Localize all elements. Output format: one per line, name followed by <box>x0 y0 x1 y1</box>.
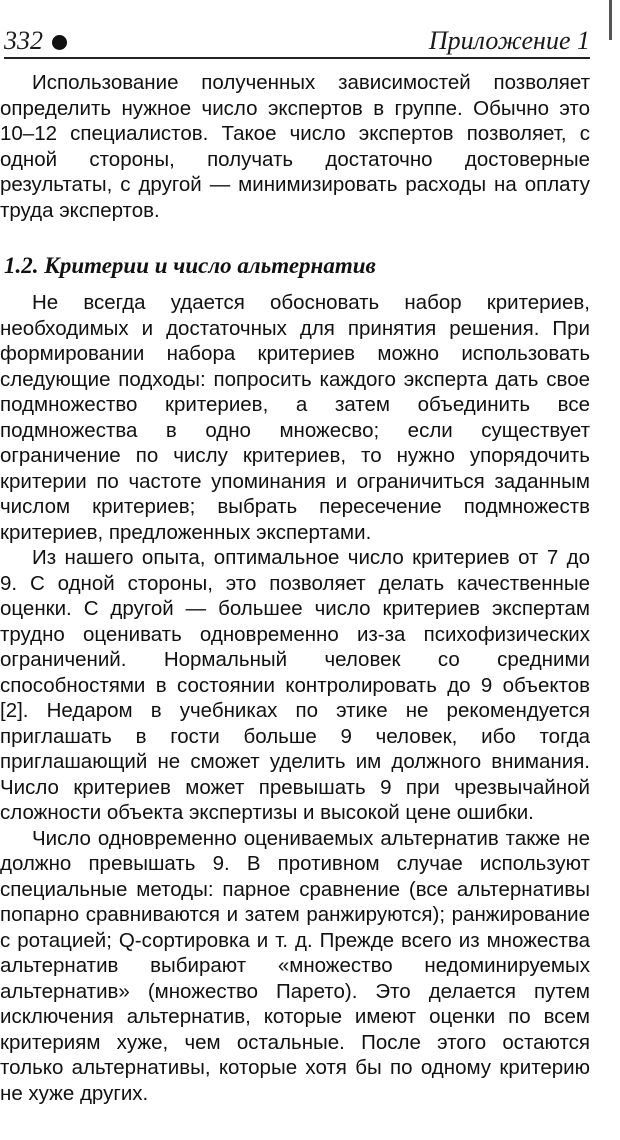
body-paragraph: Из нашего опыта, оптимальное число критериев от 7 до 9. С одной стороны, это позволяет делать качественные оценки. С другой — большее число критериев экспертам трудно оценивать одновременно из-за психофизических ограничений. Нормальный человек со средними способностями в состоянии контролировать до 9 объектов [2]. Недаром в учебниках по этике не рекомендуется приглашать в гости больше 9 человек, ибо тогда приглашающий не сможет уделить им должного внимания. Число критериев может превышать 9 при чрезвычайной сложности объекта экспертизы и высокой цене ошибки. <box>0 546 590 824</box>
section-body <box>0 290 590 1106</box>
body-paragraph: Число одновременно оцениваемых альтернатив также не должно превышать 9. В противном случае используют специальные методы: парное сравнение (все альтернативы попарно сравниваются и затем ранжируются); ранжирование с ротацией; Q-сортировка и т. д. Прежде всего из множества альтернатив выбирают «множество недоминируемых альтернатив» (множество Парето). Это делается путем исключения альтернатив, которые имеют оценки по всем критериям хуже, чем остальные. После этого остаются только альтернативы, которые хотя бы по одному критерию не хуже других. <box>0 826 590 1105</box>
page-header <box>4 22 590 58</box>
header-rule <box>4 57 590 59</box>
intro-paragraph: Использование полученных зависимостей позволяет определить нужное число экспертов в группе. Обычно это 10–12 специалистов. Такое число экспертов позволяет, с одной стороны, получать достаточно достоверные результаты, с другой — минимизировать расходы на оплату труда экспертов. <box>0 71 590 222</box>
bullet-icon <box>52 35 67 50</box>
page-edge-mark <box>609 0 612 40</box>
running-title: Приложение 1 <box>428 26 590 55</box>
intro-block <box>0 70 590 223</box>
body-paragraph: Не всегда удается обосновать набор критериев, необходимых и достаточных для принятия решения. При формировании набора критериев можно использовать следующие подходы: попросить каждого эксперта дать свое подмножество критериев, а затем объединить все подмножества в одно множесво; если существует ограничение по числу критериев, то нужно упорядочить критерии по частоте упоминания и ограничиться заданным числом критериев; выбрать пересечение подмножеств критериев, предложенных экспертами. <box>0 291 590 544</box>
section-heading: 1.2. Критерии и число альтернатив <box>4 253 376 278</box>
page-number: 332 <box>4 26 43 55</box>
